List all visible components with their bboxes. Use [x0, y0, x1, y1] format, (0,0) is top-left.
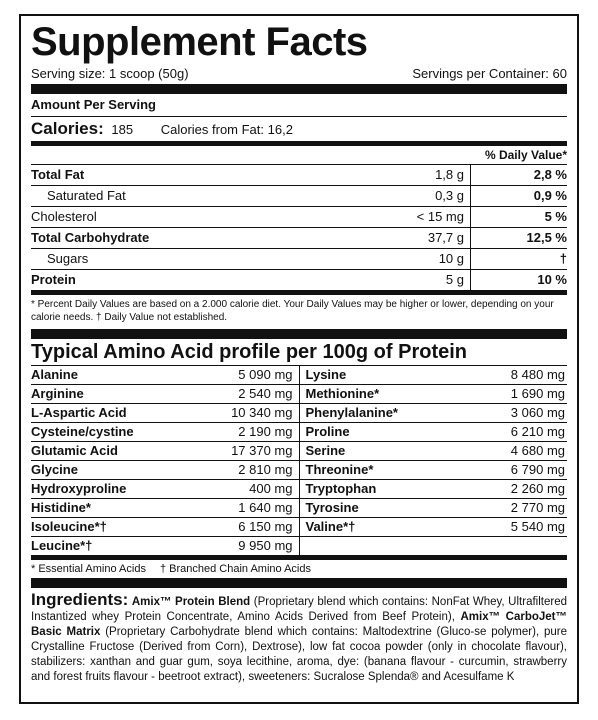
amino-row [300, 517, 568, 536]
amino-row [31, 498, 299, 517]
nutrient-row-protein [31, 269, 567, 290]
daily-value-header: % Daily Value* [484, 148, 567, 162]
amino-row-empty [300, 536, 568, 555]
amino-row [31, 365, 299, 384]
nutrient-dv: 0,9 % [533, 188, 567, 203]
amino-row [300, 403, 568, 422]
divider-thick [31, 578, 567, 588]
blend1-name: Amix™ Protein Blend [131, 596, 251, 608]
nutrient-amount: 10 g [384, 249, 471, 269]
nutrient-dv: 2,8 % [533, 167, 567, 182]
amino-name: Threonine* [305, 462, 374, 477]
nutrient-name: Total Fat [31, 167, 85, 182]
nutrient-amount: 5 g [384, 270, 471, 290]
amino-value: 1 640 mg [238, 500, 293, 515]
amino-name: Proline [305, 424, 350, 439]
calories-label: Calories: [31, 119, 104, 138]
nutrient-dv: 5 % [544, 209, 567, 224]
amino-row [300, 422, 568, 441]
nutrient-amount: 0,3 g [384, 186, 471, 206]
blend2-text: (Proprietary Carbohydrate blend which contains: Maltodextrine (Gluco-se polymer), pure Crystalline Fructose (Derived from Corn), Dextrose), low fat cocoa powder (only in chocolate flavour), stabilizers: xanthan and guar gum, soya lecithine, aroma, dye: (banana flavour - curcumin, strawberry and forest fruits flavour - beetroot extract), sweeteners: Sucralose Splenda® and Acesulfame K [31, 626, 567, 683]
amino-value: 2 190 mg [238, 424, 293, 439]
ingredients-title: Ingredients: [31, 590, 129, 609]
amino-value: 4 680 mg [510, 443, 565, 458]
amino-column-right [300, 365, 568, 555]
amino-name: Alanine [31, 367, 78, 382]
nutrient-name: Saturated Fat [47, 188, 126, 203]
amino-value: 5 540 mg [510, 519, 565, 534]
calories-from-fat: Calories from Fat: 16,2 [160, 122, 293, 137]
nutrient-dv: 10 % [537, 272, 567, 287]
amino-value: 2 810 mg [238, 462, 293, 477]
amino-row [300, 479, 568, 498]
amino-acid-title: Typical Amino Acid profile per 100g of Protein [31, 341, 467, 363]
amino-name: Phenylalanine* [305, 405, 398, 420]
amino-row [31, 403, 299, 422]
calories-value: 185 [111, 122, 134, 137]
divider-thick [31, 329, 567, 339]
amino-row [31, 517, 299, 536]
amino-row [300, 460, 568, 479]
amino-value: 6 210 mg [510, 424, 565, 439]
blend2-name: Amix™ CarboJet™ Basic Matrix [31, 611, 567, 638]
nutrient-name: Protein [31, 272, 76, 287]
amino-name: Tryptophan [305, 481, 377, 496]
nutrient-row-saturated-fat [31, 185, 567, 206]
amino-name: Hydroxyproline [31, 481, 127, 496]
nutrient-amount: 1,8 g [384, 165, 471, 185]
ingredients-block [31, 588, 567, 685]
amino-name: Glycine [31, 462, 78, 477]
amino-name: Arginine [31, 386, 84, 401]
serving-size: Serving size: 1 scoop (50g) [31, 65, 189, 81]
amino-row [300, 384, 568, 403]
amino-footnote [31, 560, 567, 578]
amino-name: Isoleucine*† [31, 519, 107, 534]
amino-row [300, 498, 568, 517]
amino-value: 2 540 mg [238, 386, 293, 401]
divider-thick [31, 84, 567, 94]
amino-name: Serine [305, 443, 346, 458]
nutrient-amount: 37,7 g [384, 228, 471, 248]
amino-value: 6 150 mg [238, 519, 293, 534]
amino-value: 2 770 mg [510, 500, 565, 515]
amino-name: Glutamic Acid [31, 443, 118, 458]
amino-value: 1 690 mg [510, 386, 565, 401]
amino-row [31, 441, 299, 460]
nutrient-name: Sugars [47, 251, 89, 266]
amino-row [31, 536, 299, 555]
nutrient-row-total-fat [31, 164, 567, 185]
essential-amino-note: * Essential Amino Acids [31, 563, 146, 575]
amino-row [31, 479, 299, 498]
calories-row [31, 117, 567, 141]
amino-name: L-Aspartic Acid [31, 405, 127, 420]
servings-per-container: Servings per Container: 60 [412, 65, 567, 81]
amino-column-left [31, 365, 300, 555]
amino-name: Tyrosine [305, 500, 359, 515]
amino-name: Histidine* [31, 500, 91, 515]
amount-per-serving: Amount Per Serving [31, 97, 156, 112]
amino-value: 10 340 mg [231, 405, 293, 420]
nutrient-name: Total Carbohydrate [31, 230, 150, 245]
amino-value: 5 090 mg [238, 367, 293, 382]
amino-name: Valine*† [305, 519, 356, 534]
nutrient-row-sugars [31, 248, 567, 269]
serving-row [31, 64, 567, 82]
amino-row [300, 441, 568, 460]
amino-row [300, 365, 568, 384]
panel-title: Supplement Facts [31, 20, 368, 64]
amino-value: 9 950 mg [238, 538, 293, 553]
nutrient-amount: < 15 mg [384, 207, 471, 227]
amino-value: 8 480 mg [510, 367, 565, 382]
amino-value: 3 060 mg [510, 405, 565, 420]
amino-row [31, 460, 299, 479]
nutrient-dv: † [559, 251, 567, 266]
amino-value: 400 mg [249, 481, 293, 496]
daily-value-footnote: * Percent Daily Values are based on a 2.000 calorie diet. Your Daily Values may be higher or lower, depending on your calorie needs. † Daily Value not established. [31, 299, 554, 323]
nutrient-name: Cholesterol [31, 209, 97, 224]
bcaa-note: † Branched Chain Amino Acids [159, 563, 311, 575]
nutrient-row-total-carbohydrate [31, 227, 567, 248]
amino-row [31, 384, 299, 403]
amino-name: Cysteine/cystine [31, 424, 134, 439]
amino-name: Methionine* [305, 386, 380, 401]
amino-name: Leucine*† [31, 538, 93, 553]
supplement-facts-panel [19, 14, 579, 704]
amino-acid-table [31, 365, 567, 555]
nutrient-row-cholesterol [31, 206, 567, 227]
amino-row [31, 422, 299, 441]
blend1-text: (Proprietary blend which contains: NonFat Whey, Ultrafiltered Instantized whey Protein Concentrate, Amino Acids Derived from Beef Protein), [31, 596, 567, 623]
amino-value: 17 370 mg [231, 443, 293, 458]
amino-value: 2 260 mg [510, 481, 565, 496]
nutrient-dv: 12,5 % [526, 230, 567, 245]
amino-value: 6 790 mg [510, 462, 565, 477]
amino-name: Lysine [305, 367, 347, 382]
